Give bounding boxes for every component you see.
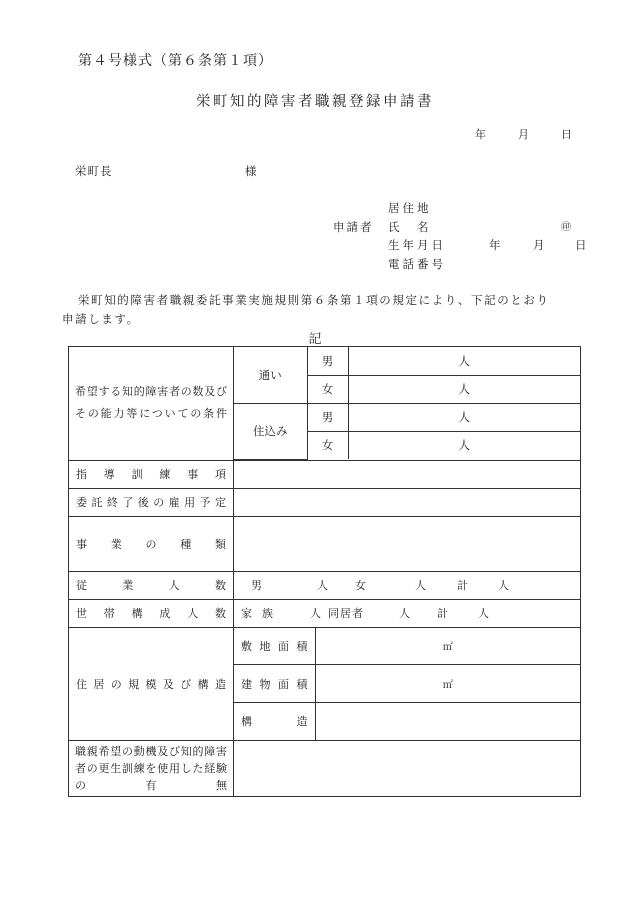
- applicant-phone-label: 電話番号: [388, 257, 446, 271]
- addressee-name: 栄町長: [75, 164, 113, 178]
- table-row: [69, 347, 581, 461]
- employees-label: 従業人数: [69, 571, 234, 599]
- date-year-label: 年: [475, 128, 486, 141]
- table-row: [69, 460, 581, 488]
- livein-female-label: 女: [307, 431, 348, 459]
- emp-female-unit: 人: [415, 579, 426, 592]
- structure-label: 構造: [234, 703, 315, 740]
- structure-field[interactable]: [315, 703, 580, 740]
- employment-plan-label: 委託終了後の雇用予定: [69, 488, 234, 516]
- addressee-suffix: 様: [245, 164, 257, 178]
- motive-field[interactable]: [234, 740, 581, 796]
- birth-day-label: 日: [575, 238, 587, 252]
- application-table: [68, 346, 581, 797]
- commute-female-label: 女: [307, 375, 348, 403]
- livein-label: 住込み: [234, 403, 307, 459]
- date-day-label: 日: [561, 128, 572, 141]
- table-row: [69, 571, 581, 599]
- business-type-label: 事業の種類: [69, 516, 234, 571]
- birth-year-label: 年: [489, 238, 501, 252]
- body-text-line2: 申請します。: [62, 312, 140, 326]
- emp-female-label: 女: [355, 579, 366, 592]
- commute-female-count[interactable]: 人: [348, 375, 580, 403]
- applicant-address-label: 居住地: [388, 201, 432, 215]
- site-area-field[interactable]: ㎡: [315, 628, 580, 665]
- employees-field[interactable]: [234, 571, 581, 599]
- household-total-unit: 人: [478, 607, 489, 620]
- cohabitant-unit: 人: [399, 607, 410, 620]
- residence-subtable: [234, 628, 580, 740]
- body-text-line1: 栄町知的障害者職親委託事業実施規則第６条第１項の規定により、下記のとおり: [78, 293, 550, 307]
- table-row: [69, 488, 581, 516]
- site-area-label: 敷地面積: [234, 628, 315, 665]
- commute-male-label: 男: [307, 347, 348, 375]
- guidance-field[interactable]: [234, 460, 581, 488]
- applicant-birthdate-label: 生年月日: [388, 238, 446, 252]
- motive-label: 職親希望の動機及び知的障害者の更生訓練を使用した経験の有無: [69, 740, 234, 796]
- livein-male-count[interactable]: 人: [348, 403, 580, 431]
- household-total-label: 計: [437, 607, 448, 620]
- form-number: 第４号様式（第６条第１項）: [78, 53, 273, 69]
- household-field[interactable]: [234, 599, 581, 627]
- emp-total-label: 計: [457, 579, 468, 592]
- table-row: [69, 516, 581, 571]
- date-month-label: 月: [518, 128, 529, 141]
- table-row: [69, 740, 581, 796]
- emp-male-unit: 人: [317, 579, 328, 592]
- emp-male-label: 男: [251, 579, 262, 592]
- commute-male-count[interactable]: 人: [348, 347, 580, 375]
- emp-total-unit: 人: [498, 579, 509, 592]
- commute-label: 通い: [234, 347, 307, 403]
- residence-label: 住居の規模及び構造: [69, 627, 234, 740]
- document-title: 栄町知的障害者職親登録申請書: [196, 94, 434, 110]
- livein-female-count[interactable]: 人: [458, 438, 470, 453]
- building-area-label: 建物面積: [234, 665, 315, 703]
- household-label: 世帯構成人数: [69, 599, 234, 627]
- seal-mark: ㊞: [561, 222, 571, 233]
- conditions-subtable: [234, 347, 580, 460]
- building-area-field[interactable]: ㎡: [315, 665, 580, 703]
- guidance-label: 指導訓練事項: [69, 460, 234, 488]
- table-row: [69, 627, 581, 740]
- table-row: [69, 599, 581, 627]
- applicant-name-label: 氏 名: [388, 220, 432, 234]
- conditions-label: 希望する知的障害者の数及びその能力等についての条件: [69, 347, 234, 461]
- cohabitant-label: 同居者: [328, 607, 364, 620]
- ki-heading: 記: [308, 332, 322, 347]
- birth-month-label: 月: [533, 238, 545, 252]
- business-type-field[interactable]: [234, 516, 581, 571]
- family-unit: 人: [310, 607, 321, 620]
- employment-plan-field[interactable]: [234, 488, 581, 516]
- family-label: 家族: [241, 607, 283, 620]
- applicant-label: 申請者: [333, 220, 374, 234]
- livein-male-label: 男: [307, 403, 348, 431]
